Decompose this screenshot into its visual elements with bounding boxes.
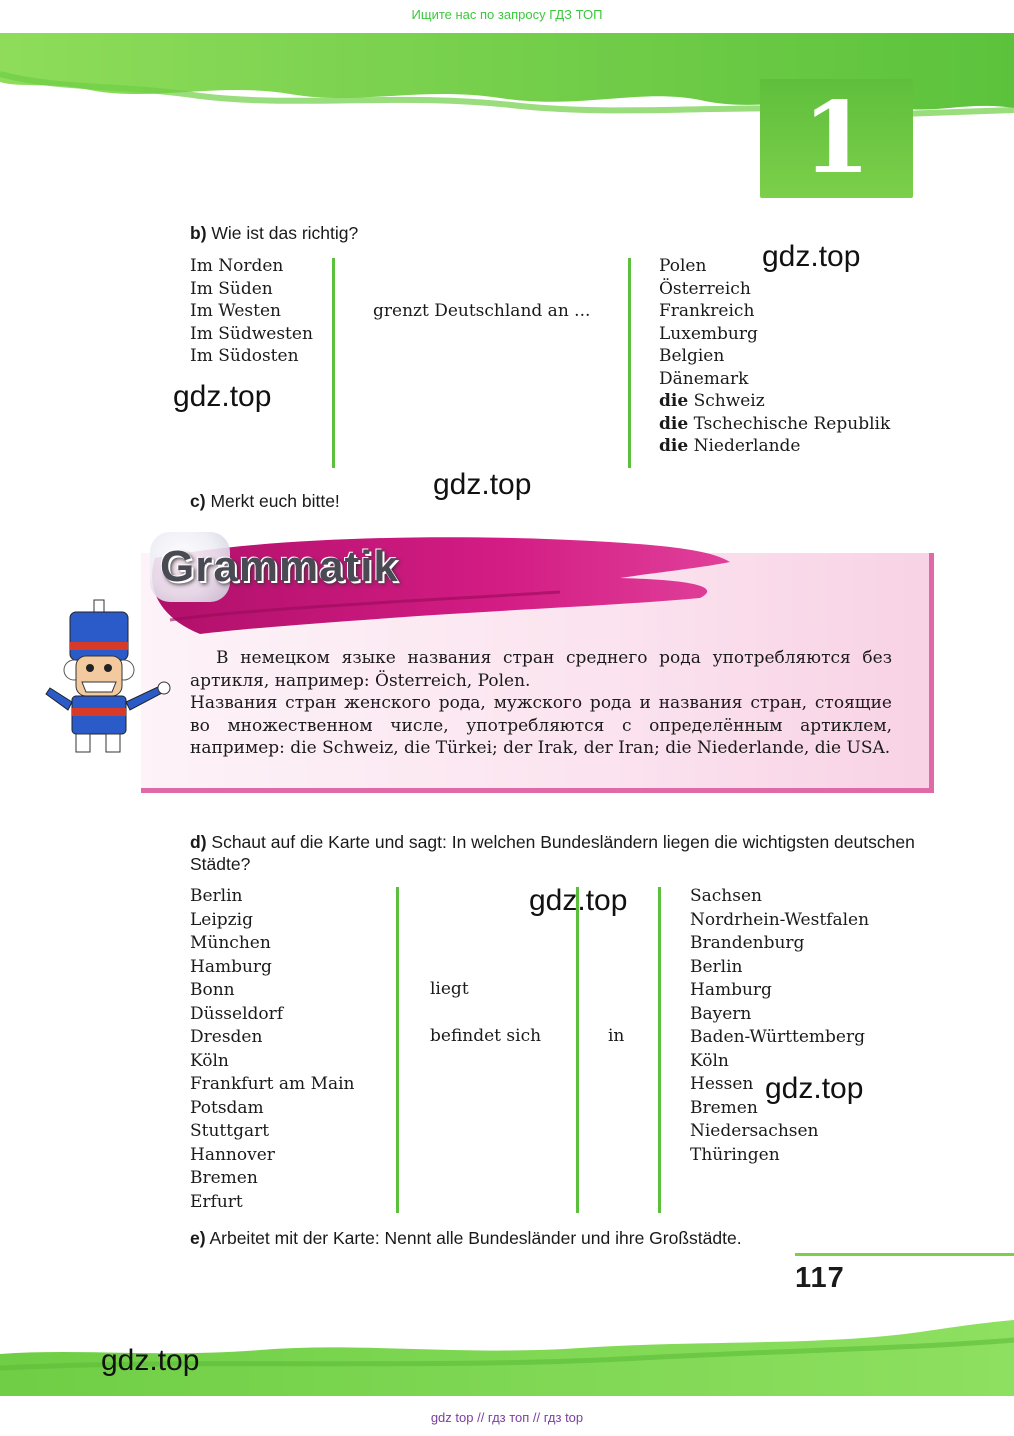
list-item: Sachsen	[690, 886, 762, 906]
grammar-title: Grammatik	[160, 542, 399, 591]
list-item: Düsseldorf	[190, 1003, 284, 1024]
list-item: Stuttgart	[190, 1121, 270, 1141]
list-item: Im Süden	[190, 278, 273, 299]
list-item: Bremen	[190, 1168, 258, 1188]
task-b-left-column	[190, 255, 313, 368]
states-column	[690, 885, 869, 1167]
verb-liegt: liegt	[430, 979, 469, 999]
task-b-right-column	[659, 255, 890, 458]
task-c-text: Merkt euch bitte!	[210, 491, 340, 511]
list-item: Hannover	[190, 1144, 275, 1165]
list-item: Hamburg	[690, 980, 772, 1000]
list-item: Köln	[690, 1050, 729, 1071]
bottom-note: gdz top // гдз топ // гдз top	[430, 1410, 584, 1425]
list-item: Belgien	[659, 346, 725, 366]
nutcracker-mascot-icon	[42, 598, 174, 758]
list-item: Berlin	[190, 886, 243, 906]
task-b-label: b)	[190, 223, 207, 243]
list-item: Dresden	[190, 1027, 263, 1047]
list-item: Polen	[659, 256, 707, 276]
watermark: gdz.top	[433, 468, 532, 501]
list-item: Bremen	[690, 1097, 758, 1118]
preposition-in: in	[608, 1026, 625, 1046]
task-b-middle: grenzt Deutschland an ...	[373, 301, 591, 321]
list-item: Hessen	[690, 1074, 754, 1094]
watermark: gdz.top	[529, 884, 628, 917]
task-d-heading	[190, 831, 935, 875]
task-e-text: Arbeitet mit der Karte: Nennt alle Bundesländer und ihre Großstädte.	[209, 1228, 742, 1248]
unit-number-badge: 1	[760, 79, 913, 198]
page-number-rule	[795, 1253, 1014, 1256]
task-c-label: c)	[190, 491, 206, 511]
list-item: Bayern	[690, 1003, 752, 1024]
list-item: Bonn	[190, 980, 235, 1000]
list-item: die Niederlande	[659, 436, 801, 456]
watermark: gdz.top	[765, 1072, 864, 1105]
top-note: Ищите нас по запросу ГДЗ ТОП	[411, 7, 603, 22]
task-b-text: Wie ist das richtig?	[211, 223, 359, 243]
verb-befindet-sich: befindet sich	[430, 1026, 542, 1046]
list-item: Köln	[190, 1050, 229, 1071]
list-item: Thüringen	[690, 1144, 780, 1165]
divider-line	[576, 887, 579, 1213]
watermark: gdz.top	[762, 240, 861, 273]
divider-line	[628, 258, 631, 468]
grammar-paragraph: В немецком языке названия стран среднего рода употребляются без артикля, например: Österreich, Polen.	[190, 648, 892, 691]
list-item: München	[190, 933, 271, 953]
list-item: Nordrhein-Westfalen	[690, 909, 870, 930]
list-item: Im Norden	[190, 256, 284, 276]
page-number: 117	[795, 1262, 845, 1294]
task-c-heading	[190, 491, 340, 512]
list-item: Luxemburg	[659, 323, 758, 344]
task-d-label: d)	[190, 832, 207, 852]
list-item: Frankreich	[659, 301, 755, 321]
grammar-paragraph: Названия стран женского рода, мужского рода и названия стран, стоящие во множественном числе, употребляются с определённым артиклем, например: die Schweiz, die Türkei; der Irak, der Iran; die Niederlande, die USA.	[190, 693, 892, 758]
divider-line	[396, 887, 399, 1213]
list-item: Niedersachsen	[690, 1121, 819, 1141]
list-item: Baden-Württemberg	[690, 1027, 865, 1047]
watermark: gdz.top	[101, 1344, 200, 1377]
list-item: Im Westen	[190, 301, 281, 321]
list-item: Berlin	[690, 956, 743, 977]
task-b-heading	[190, 223, 358, 244]
divider-line	[332, 258, 335, 468]
list-item: Österreich	[659, 278, 751, 299]
cities-column	[190, 885, 355, 1214]
watermark: gdz.top	[173, 380, 272, 413]
list-item: Hamburg	[190, 956, 272, 977]
list-item: Leipzig	[190, 909, 253, 930]
list-item: Potsdam	[190, 1097, 264, 1118]
list-item: die Schweiz	[659, 391, 765, 411]
divider-line	[658, 887, 661, 1213]
list-item: Im Südwesten	[190, 323, 313, 344]
list-item: Brandenburg	[690, 933, 805, 953]
list-item: Frankfurt am Main	[190, 1074, 355, 1094]
grammar-text	[190, 647, 892, 760]
list-item: Im Südosten	[190, 346, 299, 366]
task-d-text: Schaut auf die Karte und sagt: In welchen Bundesländern liegen die wichtigsten deutschen Städte?	[190, 832, 915, 874]
list-item: Erfurt	[190, 1191, 243, 1212]
task-e-heading	[190, 1228, 742, 1249]
list-item: die Tschechische Republik	[659, 413, 891, 434]
task-e-label: e)	[190, 1228, 206, 1248]
list-item: Dänemark	[659, 368, 749, 389]
